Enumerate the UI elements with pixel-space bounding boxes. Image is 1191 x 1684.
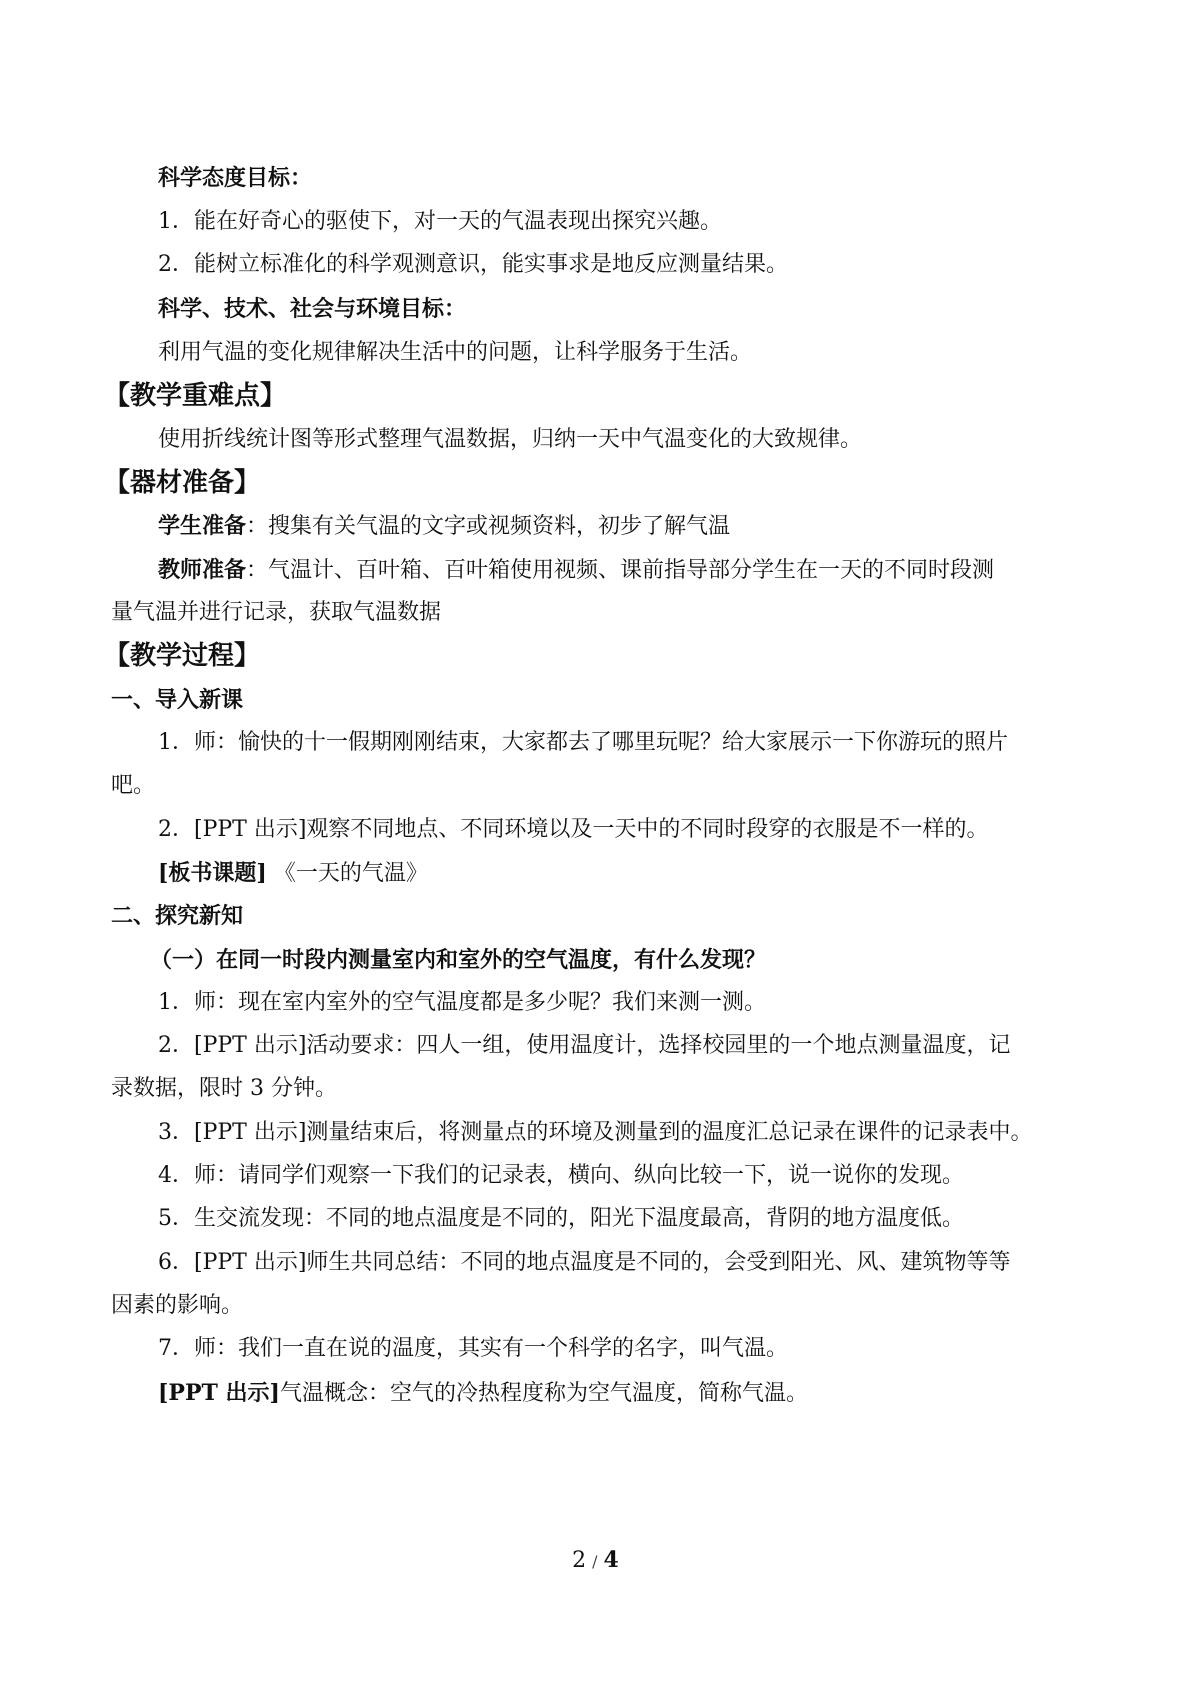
subheading-attitude: 科学态度目标： (158, 165, 313, 191)
subheading-stse: 科学、技术、社会与环境目标： (158, 296, 467, 322)
paragraph: 2．[PPT 出示]观察不同地点、不同环境以及一天中的不同时段穿的衣服是不一样的。 (158, 817, 989, 842)
subsection-heading-explore: 二、探究新知 (111, 903, 244, 929)
paragraph: 使用折线统计图等形式整理气温数据，归纳一天中气温变化的大致规律。 (158, 427, 863, 452)
paragraph: 4．师：请同学们观察一下我们的记录表，横向、纵向比较一下，说一说你的发现。 (158, 1163, 964, 1188)
paragraph-continuation: 吧。 (111, 773, 156, 798)
section-heading-key-points: 【教学重难点】 (104, 381, 287, 411)
sub-subsection-heading: （一）在同一时段内测量室内和室外的空气温度，有什么发现？ (150, 947, 767, 973)
total-pages: 4 (603, 1547, 619, 1573)
paragraph-continuation: 录数据，限时 3 分钟。 (111, 1076, 337, 1101)
paragraph: 利用气温的变化规律解决生活中的问题，让科学服务于生活。 (158, 340, 753, 365)
page-number (0, 1545, 1191, 1577)
section-heading-process: 【教学过程】 (104, 641, 261, 671)
paragraph: 2．[PPT 出示]活动要求：四人一组，使用温度计，选择校园里的一个地点测量温度，记 (158, 1033, 1011, 1058)
section-heading-materials: 【器材准备】 (104, 468, 261, 498)
current-page: 2 (572, 1548, 587, 1573)
page-separator: / (592, 1552, 598, 1571)
paragraph: 1．师：愉快的十一假期刚刚结束，大家都去了哪里玩呢？给大家展示一下你游玩的照片 (158, 730, 1008, 755)
paragraph: 5．生交流发现：不同的地点温度是不同的，阳光下温度最高，背阴的地方温度低。 (158, 1206, 964, 1231)
paragraph: 2．能树立标准化的科学观测意识，能实事求是地反应测量结果。 (158, 252, 788, 277)
paragraph: 学生准备：搜集有关气温的文字或视频资料，初步了解气温 (158, 513, 731, 539)
paragraph-continuation: 量气温并进行记录，获取气温数据 (111, 600, 442, 625)
paragraph: 7．师：我们一直在说的温度，其实有一个科学的名字，叫气温。 (158, 1336, 788, 1361)
paragraph: 3．[PPT 出示]测量结束后，将测量点的环境及测量到的温度汇总记录在课件的记录表中。 (158, 1120, 1033, 1145)
paragraph: [PPT 出示]气温概念：空气的冷热程度称为空气温度，简称气温。 (158, 1380, 808, 1406)
paragraph: 教师准备：气温计、百叶箱、百叶箱使用视频、课前指导部分学生在一天的不同时段测 (158, 557, 995, 583)
paragraph: 1．能在好奇心的驱使下，对一天的气温表现出探究兴趣。 (158, 209, 722, 234)
paragraph: 1．师：现在室内室外的空气温度都是多少呢？我们来测一测。 (158, 990, 766, 1015)
subsection-heading-intro: 一、导入新课 (111, 687, 244, 713)
paragraph: [板书课题] 《一天的气温》 (158, 860, 428, 886)
paragraph: 6．[PPT 出示]师生共同总结：不同的地点温度是不同的，会受到阳光、风、建筑物等等 (158, 1250, 1011, 1275)
paragraph-continuation: 因素的影响。 (111, 1293, 244, 1318)
